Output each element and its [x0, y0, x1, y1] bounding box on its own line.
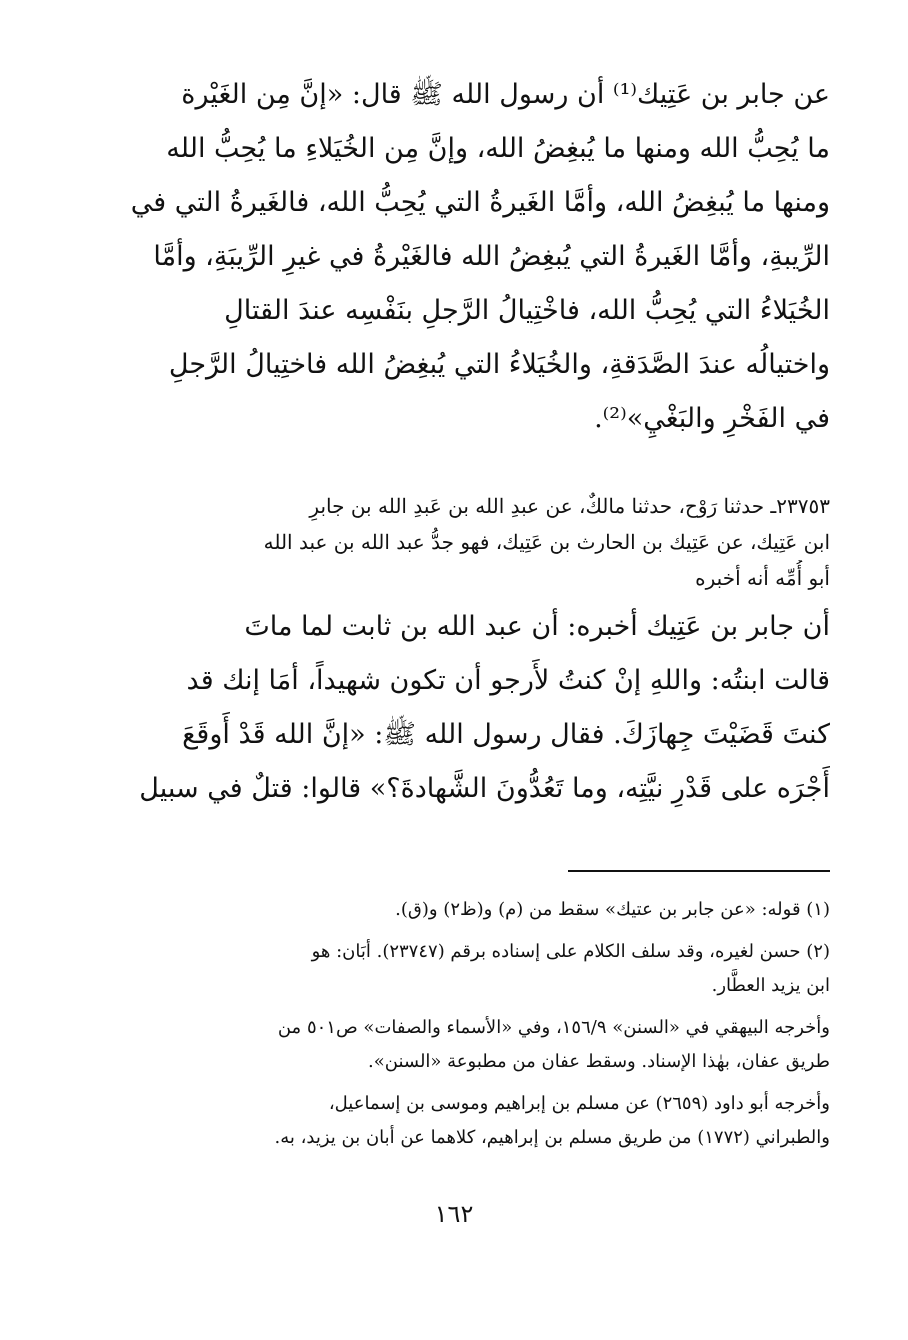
text-line: قالت ابنتُه: واللهِ إنْ كنتُ لأَرجو أن تكون شهيداً، أمَا إنك قد [186, 665, 830, 696]
text-line: ٢٣٧٥٣ـ حدثنا رَوْح، حدثنا مالكٌ، عن عبدِ الله بن عَبدِ الله بن جابرِ [309, 494, 830, 518]
text-line: الخُيَلاءُ التي يُحِبُّ الله، فاخْتِيالُ الرَّجلِ بنَفْسِه عندَ القتالِ [224, 295, 830, 326]
footnote-2 [78, 935, 830, 1003]
footnote-line: وأخرجه البيهقي في «السنن» ١٥٦/٩، وفي «الأسماء والصفات» ص٥٠١ من [277, 1017, 830, 1038]
text-line: الرِّيبةِ، وأمَّا الغَيرةُ التي يُبغِضُ الله فالغَيْرةُ في غيرِ الرِّيبَةِ، وأمَّا [153, 241, 830, 272]
text-line: أن جابر بن عَتِيك أخبره: أن عبد الله بن ثابت لما ماتَ [244, 611, 830, 642]
text-line: أَجْرَه على قَدْرِ نيَّتِه، وما تَعُدُّونَ الشَّهادةَ؟» قالوا: قتلٌ في سبيل [139, 773, 830, 804]
text-line: كنتَ قَضَيْتَ جِهازَكَ. فقال رسول الله ﷺ: «إنَّ الله قَدْ أَوقَعَ [182, 719, 830, 750]
footnote-line: والطبراني (١٧٧٢) من طريق مسلم بن إبراهيم، كلاهما عن أبان بن يزيد، به. [274, 1127, 830, 1148]
isnad-paragraph [78, 488, 830, 596]
footnote-line: طريق عفان، بهٰذا الإسناد. وسقط عفان من مطبوعة «السنن». [368, 1051, 830, 1072]
footnote-line: (١) قوله: «عن جابر بن عتيك» سقط من (م) و(ظ٢) و(ق). [395, 899, 830, 920]
text-line: ومنها ما يُبغِضُ الله، وأمَّا الغَيرةُ التي يُحِبُّ الله، فالغَيرةُ التي في [130, 187, 830, 218]
text-line: في الفَخْرِ والبَغْيِ»⁽²⁾. [594, 403, 830, 434]
hadith-paragraph-1 [78, 68, 830, 446]
text-line: عن جابر بن عَتِيك⁽¹⁾ أن رسول الله ﷺ قال: «إنَّ مِن الغَيْرة [181, 79, 830, 110]
footnote-separator [568, 870, 830, 872]
footnotes [78, 893, 830, 1163]
footnote-line: (٢) حسن لغيره، وقد سلف الكلام على إسناده برقم (٢٣٧٤٧). أبَان: هو [311, 941, 830, 962]
text-line: أبو أُمِّه أنه أخبره [695, 566, 830, 590]
text-line: ابن عَتِيك، عن عَتِيك بن الحارث بن عَتِيك، فهو جدُّ عبد الله بن عبد الله [263, 530, 830, 554]
text-line: ما يُحِبُّ الله ومنها ما يُبغِضُ الله، وإنَّ مِن الخُيَلاءِ ما يُحِبُّ الله [166, 133, 830, 164]
footnote-1 [78, 893, 830, 927]
page-number: ١٦٢ [434, 1200, 474, 1228]
text-line: واختيالُه عندَ الصَّدَقةِ، والخُيَلاءُ التي يُبغِضُ الله فاختِيالُ الرَّجلِ [168, 349, 830, 380]
hadith-paragraph-2 [78, 600, 830, 816]
footnote-2-continued-a [78, 1011, 830, 1079]
footnote-line: ابن يزيد العطَّار. [711, 975, 830, 996]
footnote-line: وأخرجه أبو داود (٢٦٥٩) عن مسلم بن إبراهيم وموسى بن إسماعيل، [328, 1093, 830, 1114]
footnote-2-continued-b [78, 1087, 830, 1155]
